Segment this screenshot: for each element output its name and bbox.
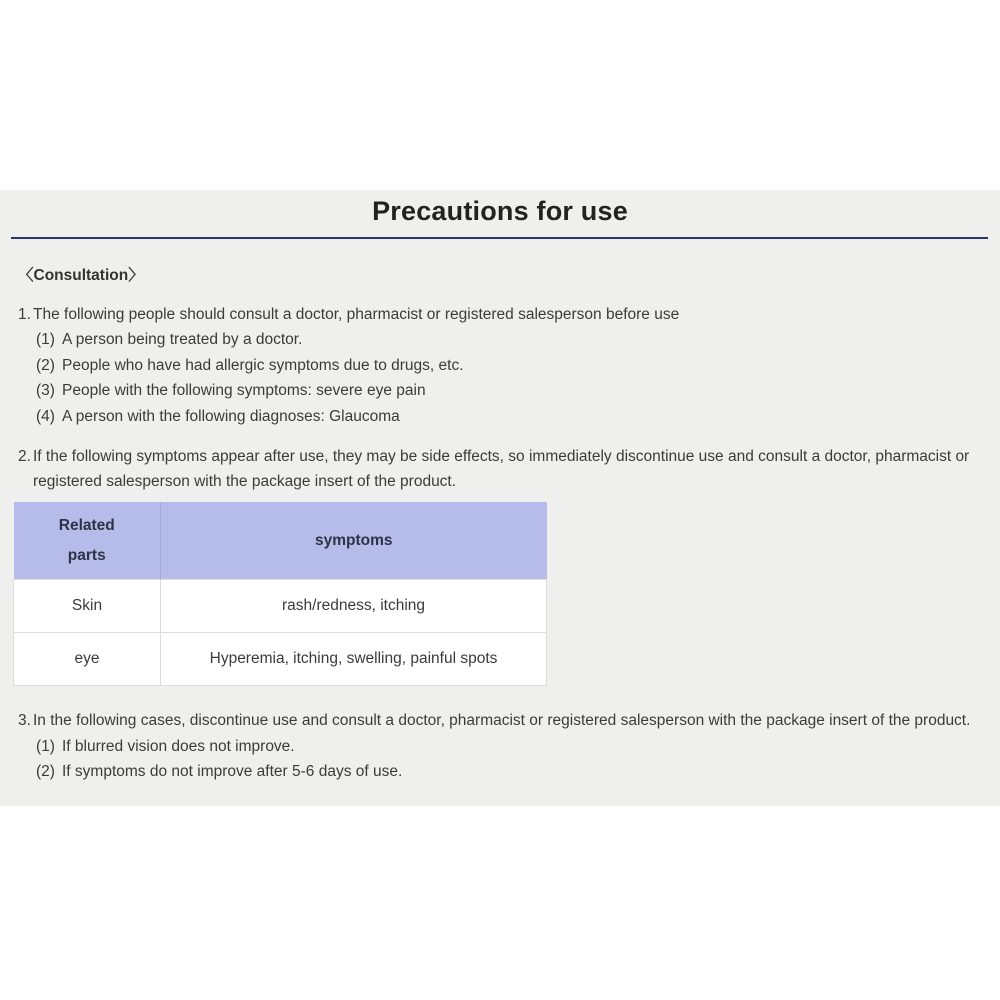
list-item-1 <box>18 302 976 429</box>
list-item-3-text: In the following cases, discontinue use and consult a doctor, pharmacist or registered salesperson with the package insert of the product. <box>33 712 971 730</box>
sub-item-text: A person with the following diagnoses: Glaucoma <box>62 407 400 425</box>
sub-item <box>36 378 976 403</box>
list-item-1-text: The following people should consult a doctor, pharmacist or registered salesperson before use <box>33 306 680 323</box>
sub-item <box>36 404 976 429</box>
sub-item-number: (4) <box>36 407 55 425</box>
sub-item-number: (2) <box>36 356 55 374</box>
list-item-1-sublist <box>36 327 976 429</box>
sub-item <box>36 353 976 378</box>
symptoms-table <box>13 502 547 687</box>
table-row <box>14 633 547 686</box>
sub-item <box>36 327 976 352</box>
sub-item <box>36 734 976 759</box>
sub-item-text: A person being treated by a doctor. <box>62 331 303 349</box>
table-row <box>14 580 547 633</box>
sub-item-number: (2) <box>36 763 55 781</box>
list-item-1-number: 1. <box>18 306 31 323</box>
page-title: Precautions for use <box>372 196 628 226</box>
sub-item-number: (3) <box>36 382 55 400</box>
sub-item-text: People with the following symptoms: severe eye pain <box>62 382 426 400</box>
precautions-panel <box>0 190 1000 806</box>
sub-item-number: (1) <box>36 331 55 349</box>
sub-item-text: People who have had allergic symptoms due to drugs, etc. <box>62 356 464 374</box>
sub-item-text: If blurred vision does not improve. <box>62 737 295 755</box>
list-item-2 <box>18 444 976 495</box>
table-header-symptoms: symptoms <box>161 502 547 580</box>
table-header-related-parts: Related parts <box>14 502 161 580</box>
table-cell-symptoms: Hyperemia, itching, swelling, painful spots <box>161 633 547 686</box>
list-item-2-number: 2. <box>18 448 31 466</box>
table-header-row <box>14 502 547 580</box>
list-item-3-sublist <box>36 734 976 785</box>
consultation-section <box>0 265 1000 785</box>
table-cell-symptoms: rash/redness, itching <box>161 580 547 633</box>
sub-item <box>36 759 976 784</box>
sub-item-text: If symptoms do not improve after 5-6 days of use. <box>62 763 403 781</box>
list-item-3 <box>18 708 976 784</box>
title-divider <box>11 237 988 239</box>
consultation-heading: 〈Consultation〉 <box>18 267 144 284</box>
sub-item-number: (1) <box>36 737 55 755</box>
list-item-3-number: 3. <box>18 712 31 730</box>
list-item-2-text: If the following symptoms appear after use, they may be side effects, so immediately discontinue use and consult a doctor, pharmacist or registered salesperson with the package insert of the product. <box>33 448 970 491</box>
table-cell-part: Skin <box>14 580 161 633</box>
table-cell-part: eye <box>14 633 161 686</box>
